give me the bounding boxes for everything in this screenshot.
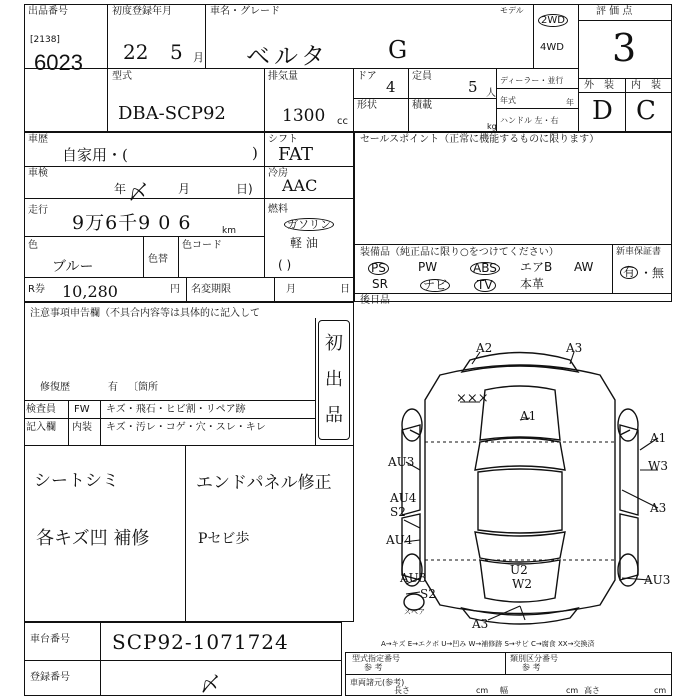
equipment-label: 装備品（純正品に限り○をつけてください） (360, 247, 559, 258)
inspection-month-unit: 月 (178, 182, 191, 196)
capacity-label: 定員 (412, 71, 432, 82)
damage-mark-right-fender: A1 (650, 431, 667, 445)
km-unit: km (222, 226, 236, 236)
fuel-label: 燃料 (268, 204, 288, 215)
car-damage-diagram (360, 330, 680, 630)
exterior-grade: D (592, 96, 613, 126)
damage-mark-left-quarter-rust: S2 (420, 587, 436, 601)
damage-mark-right-quarter: AU3 (644, 573, 671, 587)
inspection-year-unit: 年 (114, 182, 127, 196)
damage-mark-hood: A1 (520, 409, 537, 423)
color-value: ブルー (52, 259, 94, 275)
inspector-label: 検査員 (26, 404, 56, 415)
damage-mark-left-rear-door: AU4 (386, 533, 413, 547)
yen-unit: 円 (170, 284, 180, 295)
lot-number: 6023 (34, 50, 83, 75)
width-label: 幅 (500, 686, 508, 695)
remark-extra: Pセビ歩 (198, 531, 250, 547)
fw-label: FW (74, 404, 90, 415)
model-type-label: 型式 (112, 71, 132, 82)
inspection-day-unit: 日) (236, 182, 253, 196)
equip-ps: PS (368, 262, 389, 275)
damage-mark-left-door-rust: S2 (390, 505, 406, 519)
first-registration-year: 22 (123, 40, 149, 64)
name-change-day: 日 (340, 284, 350, 295)
door-label: ドア (357, 71, 377, 82)
kg-unit: kg (487, 122, 497, 131)
first-listing-char-3: 品 (325, 405, 343, 426)
score-label: 評 価 点 (596, 6, 633, 17)
repair-have: 有 (108, 382, 118, 393)
history-label: 車歴 (28, 134, 48, 145)
exterior-label-2: 装 (604, 80, 614, 91)
fuel-gasoline: ガソリン (284, 218, 334, 231)
interior-row-label: 内装 (72, 422, 92, 433)
damage-mark-front-right: A3 (566, 341, 583, 355)
sales-points-label: セールスポイント（正常に機能するものに限ります） (360, 134, 600, 145)
interior-items: キズ・汚レ・コゲ・穴・スレ・キレ (106, 422, 266, 433)
equip-airbag: エアB (520, 260, 553, 274)
registration-number: 〆 (200, 672, 220, 696)
person-unit: 人 (486, 88, 496, 99)
length-label: 長さ (394, 686, 410, 695)
recycle-label: R券 (28, 284, 45, 295)
rear-seat-label: 後日品 (360, 295, 390, 306)
shape-label: 形状 (357, 100, 377, 111)
remark-seat-stain: シートシミ (34, 471, 119, 491)
registration-label: 登録番号 (30, 672, 70, 683)
first-listing-char-1: 初 (325, 333, 343, 354)
length-cm: cm (476, 686, 489, 695)
warranty-no: ・無 (640, 266, 665, 280)
inspection-label: 車検 (28, 168, 48, 179)
fw-items: キズ・飛石・ヒビ割・リペア跡 (106, 404, 246, 415)
remark-panel-repair: エンドパネル修正 (196, 473, 332, 493)
notes-label: 注意事項申告欄（不具合内容等は具体的に記入して (30, 308, 260, 319)
chassis-number: SCP92-1071724 (112, 630, 289, 654)
equip-tv: TV (474, 279, 496, 292)
warranty-yes: 有 (620, 266, 638, 279)
damage-legend: A→キズ E→エクボ U→凹み W→補修跡 S→サビ C→腐食 XX→交換済 (381, 640, 595, 648)
repair-location: 〔箇所 (128, 382, 158, 393)
entry-label: 記入欄 (26, 422, 56, 433)
warranty-label: 新車保証書 (616, 247, 662, 257)
repair-history-label: 修復歴 (40, 382, 70, 393)
color-label: 色 (28, 240, 38, 251)
car-name: ベルタ (246, 42, 330, 70)
first-registration-month: 5 (170, 40, 183, 64)
equip-navi: ナビ (420, 279, 450, 292)
damage-mark-left-door: AU4 (390, 491, 417, 505)
color-code-label: 色コード (182, 240, 222, 251)
grade: G (388, 36, 408, 64)
height-label: 高さ (584, 686, 600, 695)
door-value: 4 (386, 78, 396, 96)
recycle-value: 10,280 (62, 282, 118, 301)
model-year-label: 年式 (500, 96, 516, 105)
year-suffix: 年 (566, 98, 574, 107)
fuel-diesel: 軽 油 (290, 236, 318, 250)
equip-sr: SR (372, 277, 388, 291)
equip-abs: ABS (470, 262, 500, 275)
damage-mark-trunk-repair: W2 (512, 577, 532, 591)
name-change-month: 月 (286, 284, 296, 295)
car-name-label: 車名・グレード (210, 6, 280, 17)
exterior-label: 外 (584, 80, 594, 91)
dimensions-label: 車両諸元(参考) (350, 678, 405, 687)
width-cm: cm (566, 686, 579, 695)
height-cm: cm (654, 686, 667, 695)
ac-value: AAC (282, 176, 318, 195)
remark-scratch-repair: 各キズ凹 補修 (36, 528, 150, 549)
model-label: モデル (500, 6, 524, 15)
name-change-label: 名変期限 (191, 284, 231, 295)
cc-unit: cc (337, 116, 348, 127)
damage-mark-right-door: W3 (648, 459, 668, 473)
spare-label: スペア (404, 608, 425, 616)
equip-pw: PW (418, 260, 438, 274)
damage-mark-right-rear-door: A3 (650, 501, 667, 515)
load-label: 積載 (412, 100, 432, 111)
lot-number-label: 出品番号 (28, 6, 68, 17)
month-unit: 月 (193, 51, 204, 64)
damage-mark-left-quarter: AU3 (400, 571, 427, 585)
interior-label: 内 (631, 80, 641, 91)
damage-mark-trunk: U2 (510, 563, 528, 577)
displacement-label: 排気量 (268, 71, 298, 82)
displacement: 1300 (282, 106, 326, 126)
mileage-label: 走行 (28, 205, 48, 216)
handle-label: ハンドル 左・右 (500, 116, 559, 125)
paint-change-label: 色替 (148, 254, 168, 265)
model-type: DBA-SCP92 (118, 103, 226, 124)
dealer-label: ディーラー・並行 (500, 76, 564, 85)
type-cert-ref: 参 考 (364, 663, 383, 672)
drive-4wd: 4WD (540, 42, 564, 53)
type-cert-label: 型式指定番号 (352, 654, 400, 663)
drive-2wd: 2WD (538, 14, 568, 27)
first-registration-label: 初度登録年月 (112, 6, 172, 17)
lot-small-code: [2138] (30, 35, 60, 45)
chassis-label: 車台番号 (30, 634, 70, 645)
category-ref: 参 考 (522, 663, 541, 672)
category-label: 類別区分番号 (510, 654, 558, 663)
interior-label-2: 装 (651, 80, 661, 91)
history-close-paren: ) (252, 144, 258, 162)
ac-label: 冷房 (268, 168, 288, 179)
score-value: 3 (612, 26, 637, 70)
shift-label: シフト (268, 134, 298, 145)
fuel-other: ( ) (278, 258, 292, 272)
damage-mark-hood-x: ××× (456, 391, 489, 406)
shift-value: FAT (278, 144, 313, 165)
history-value: 自家用・( (62, 146, 128, 164)
capacity-value: 5 (468, 78, 478, 96)
interior-grade: C (636, 96, 656, 126)
first-listing-char-2: 出 (325, 369, 343, 390)
inspection-value: 〆 (128, 180, 148, 204)
damage-mark-front-bumper: A2 (476, 341, 493, 355)
equip-aw: AW (574, 260, 594, 274)
mileage-value: 9万6千9 0 6 (72, 212, 192, 234)
equip-leather: 本革 (520, 277, 545, 291)
damage-mark-rear-bumper: A3 (472, 617, 489, 630)
damage-mark-left-fender: AU3 (388, 455, 415, 469)
